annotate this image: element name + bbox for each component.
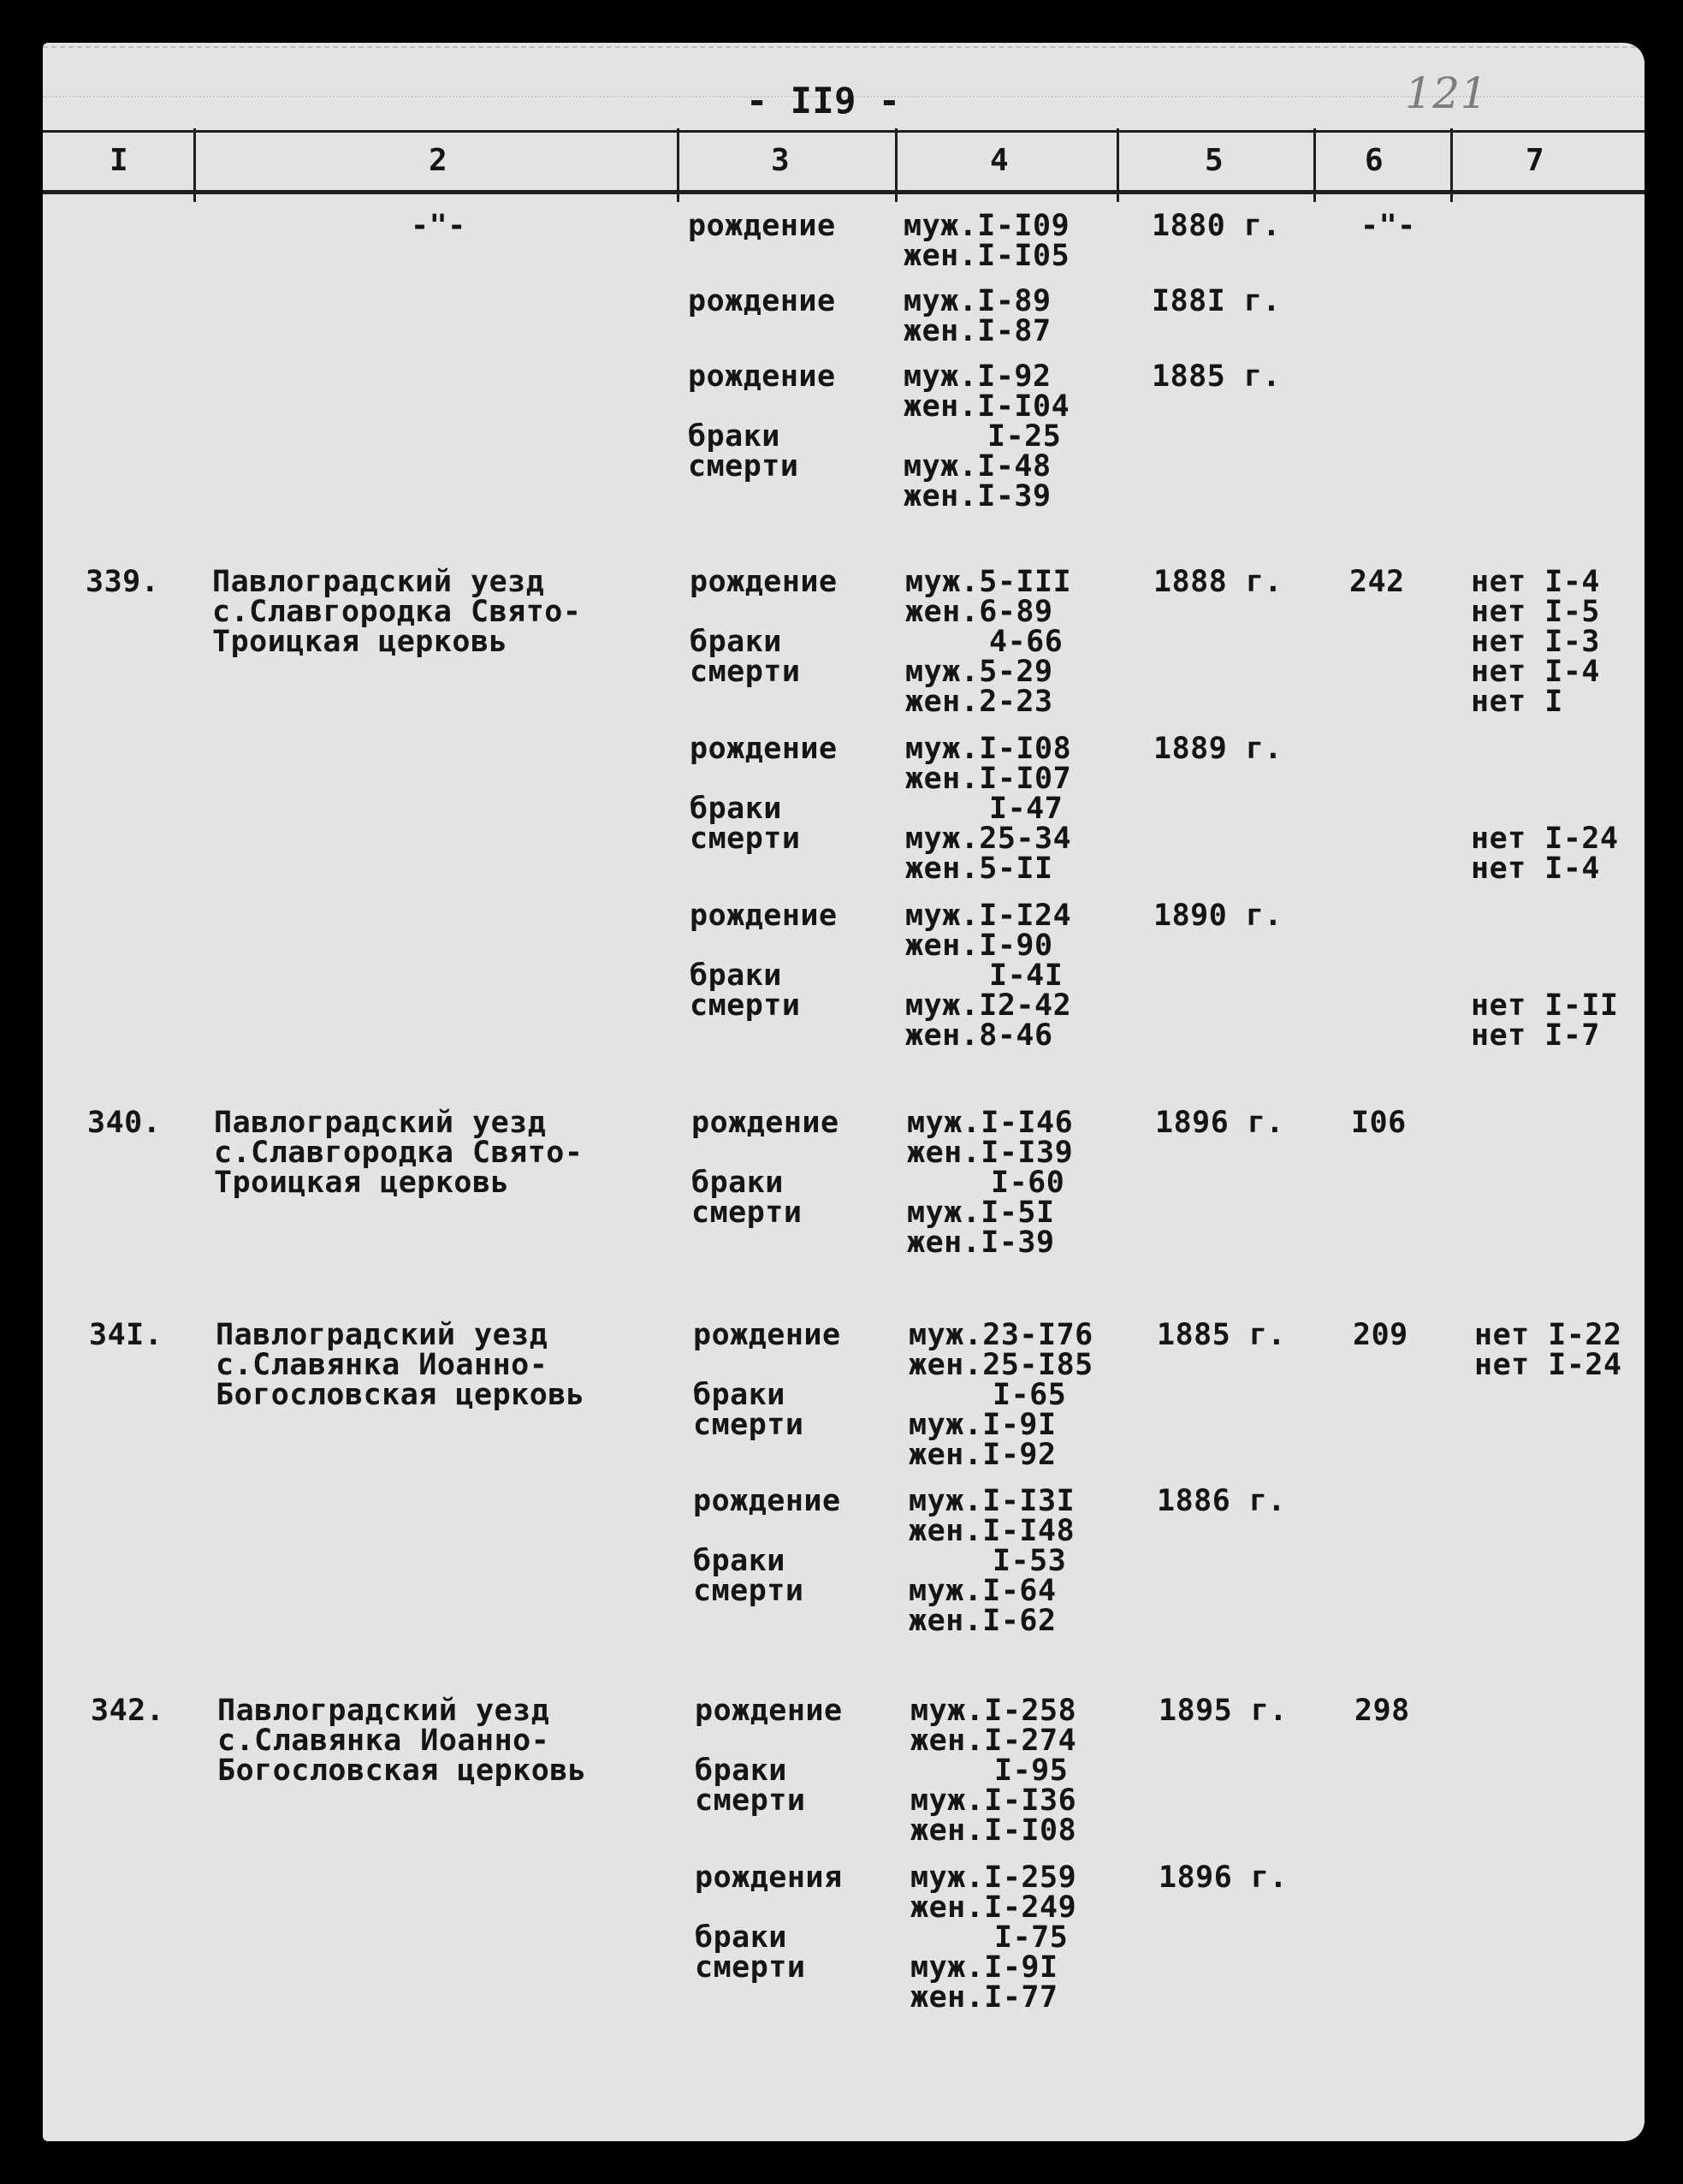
missing-note: нет I-24 [1474,1348,1622,1382]
record-type: браки [695,1920,787,1955]
record-range: жен.I-I39 [907,1136,1074,1170]
record-range: муж.I-9I [910,1950,1058,1985]
record-type: рождения [695,1861,843,1895]
col-header-6: 6 [1365,143,1384,178]
record-range: жен.I-87 [904,314,1052,348]
record-range: I-60 [991,1166,1065,1200]
col-divider-4 [1117,128,1119,202]
record-range: муж.I-92 [904,359,1052,394]
record-range: муж.I-I36 [910,1783,1077,1818]
record-range: муж.I-9I [909,1408,1057,1442]
record-type: рождение [693,1484,841,1518]
col-header-3: 3 [771,143,791,178]
record-type: браки [690,625,782,659]
record-range: муж.I-I09 [904,209,1070,243]
record-type: смерти [695,1950,806,1985]
record-range: муж.I-I46 [907,1106,1074,1140]
record-type: рождение [688,359,836,394]
archive-stamp-number: 121 [1405,68,1488,118]
record-range: муж.I-259 [910,1861,1077,1895]
col-header-5: 5 [1205,143,1224,178]
record-type: смерти [690,655,801,689]
archive-page [43,43,1644,2141]
record-range: жен.8-46 [905,1018,1053,1053]
record-range: жен.I-274 [910,1724,1077,1758]
col-header-1: I [110,143,129,178]
record-count: -"- [1360,209,1416,243]
missing-note: нет I [1471,685,1563,719]
record-range: жен.25-I85 [909,1348,1093,1382]
record-count: 242 [1349,565,1405,599]
record-range: жен.5-II [905,852,1053,886]
record-type: смерти [690,988,801,1023]
record-year: 1880 г. [1152,209,1282,243]
record-year: 1896 г. [1159,1861,1289,1895]
parish-description: -"- [411,209,466,243]
record-range: жен.2-23 [905,685,1053,719]
record-range: муж.5-29 [905,655,1053,689]
missing-note: нет I-3 [1471,625,1601,659]
record-range: муж.I-48 [904,449,1052,484]
record-type: браки [693,1378,785,1412]
parish-description: Павлоградский уезд с.Славянка Иоанно- Богословская церковь [217,1694,587,1788]
record-year: 1886 г. [1157,1484,1287,1518]
record-range: жен.I-92 [909,1438,1057,1472]
record-type: рождение [688,284,836,318]
record-year: 1889 г. [1153,732,1283,766]
missing-note: нет I-4 [1471,655,1601,689]
record-type: браки [693,1544,785,1578]
missing-note: нет I-5 [1471,595,1601,629]
record-type: рождение [690,565,838,599]
record-range: жен.I-39 [904,479,1052,513]
col-divider-1 [193,128,196,202]
record-year: 1885 г. [1152,359,1282,394]
record-range: жен.6-89 [905,595,1053,629]
parish-description: Павлоградский уезд с.Славгородка Свято- Троицкая церковь [212,565,582,659]
col-divider-5 [1313,128,1316,202]
record-range: муж.I2-42 [905,988,1072,1023]
record-range: муж.I-258 [910,1694,1077,1728]
perforation-top [43,46,1644,62]
record-type: браки [691,1166,784,1200]
record-range: I-53 [993,1544,1067,1578]
record-type: рождение [691,1106,839,1140]
col-divider-6 [1450,128,1453,202]
record-year: I88I г. [1152,284,1282,318]
record-range: жен.I-I08 [910,1813,1077,1848]
record-range: жен.I-90 [905,929,1053,963]
record-type: браки [695,1754,787,1788]
record-type: смерти [693,1408,804,1442]
parish-description: Павлоградский уезд с.Славянка Иоанно- Богословская церковь [216,1318,585,1412]
missing-note: нет I-4 [1471,565,1601,599]
col-header-7: 7 [1526,143,1545,178]
record-type: смерти [691,1196,803,1230]
record-type: браки [690,792,782,826]
header-bottom-rule [43,190,1644,194]
record-type: смерти [690,822,801,856]
record-type: браки [690,958,782,993]
page-number: - II9 - [746,80,901,122]
entry-number: 34I. [89,1318,163,1352]
record-range: жен.I-62 [909,1604,1057,1638]
record-range: I-47 [989,792,1064,826]
missing-note: нет I-II [1471,988,1619,1023]
record-range: муж.I-5I [907,1196,1055,1230]
record-year: 1890 г. [1153,899,1283,933]
missing-note: нет I-7 [1471,1018,1601,1053]
entry-number: 342. [91,1694,165,1728]
parish-description: Павлоградский уезд с.Славгородка Свято- Троицкая церковь [214,1106,584,1200]
record-range: 4-66 [989,625,1064,659]
missing-note: нет I-24 [1471,822,1619,856]
missing-note: нет I-22 [1474,1318,1622,1352]
record-count: 298 [1354,1694,1410,1728]
missing-note: нет I-4 [1471,852,1601,886]
record-range: жен.I-39 [907,1226,1055,1260]
record-range: жен.I-I05 [904,239,1070,273]
record-range: муж.25-34 [905,822,1072,856]
record-year: 1896 г. [1155,1106,1285,1140]
record-range: жен.I-I07 [905,762,1072,796]
record-type: рождение [695,1694,843,1728]
col-divider-3 [895,128,898,202]
record-range: жен.I-I48 [909,1514,1076,1548]
col-header-4: 4 [990,143,1010,178]
record-range: муж.I-I3I [909,1484,1076,1518]
record-range: жен.I-77 [910,1980,1058,2015]
record-range: I-75 [994,1920,1069,1955]
col-header-2: 2 [429,143,448,178]
record-range: муж.23-I76 [909,1318,1093,1352]
record-range: I-65 [993,1378,1067,1412]
record-range: муж.5-III [905,565,1072,599]
record-range: I-4I [989,958,1064,993]
record-range: жен.I-249 [910,1890,1077,1925]
record-count: 209 [1353,1318,1408,1352]
col-divider-2 [677,128,679,202]
record-range: муж.I-89 [904,284,1052,318]
record-type: браки [688,419,780,454]
record-range: жен.I-I04 [904,389,1070,424]
record-range: I-95 [994,1754,1069,1788]
record-count: I06 [1351,1106,1407,1140]
record-type: смерти [695,1783,806,1818]
record-year: 1888 г. [1153,565,1283,599]
record-range: муж.I-64 [909,1574,1057,1608]
record-type: рождение [690,732,838,766]
record-type: смерти [688,449,799,484]
header-top-rule [43,130,1644,133]
record-range: I-25 [987,419,1062,454]
record-year: 1895 г. [1159,1694,1289,1728]
record-type: смерти [693,1574,804,1608]
entry-number: 340. [87,1106,162,1140]
entry-number: 339. [86,565,160,599]
record-year: 1885 г. [1157,1318,1287,1352]
record-range: муж.I-I08 [905,732,1072,766]
record-type: рождение [688,209,836,243]
record-type: рождение [690,899,838,933]
record-type: рождение [693,1318,841,1352]
record-range: муж.I-I24 [905,899,1072,933]
